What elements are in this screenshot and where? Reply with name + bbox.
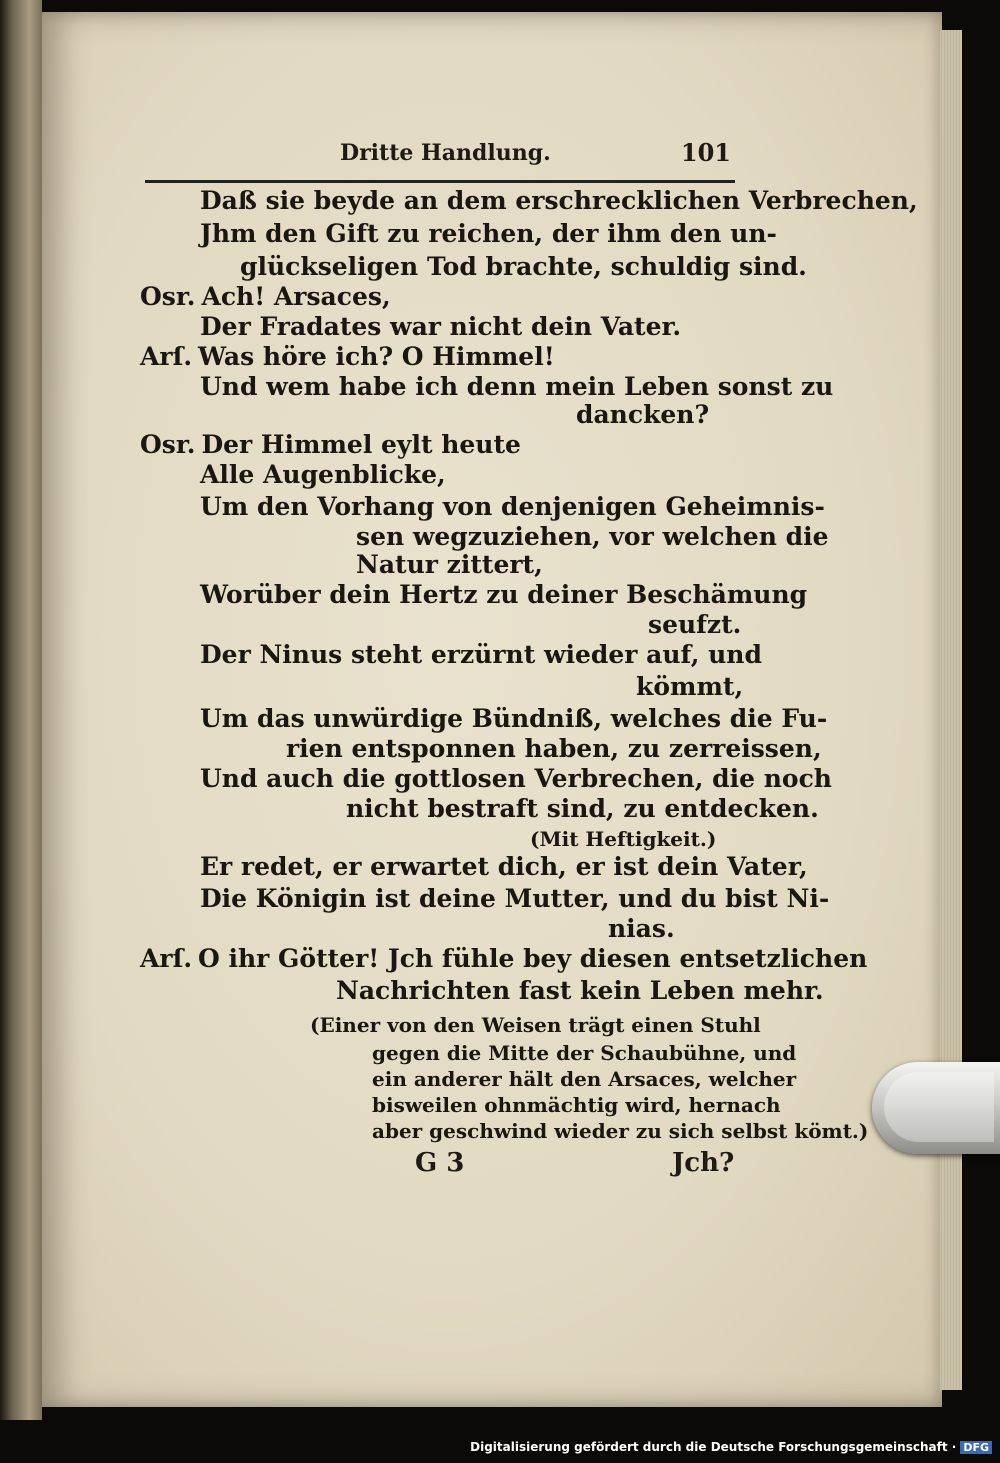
speaker-name: Osr.	[140, 430, 196, 459]
text-line: Nachrichten fast kein Leben mehr.	[336, 976, 824, 1005]
page-number: 101	[680, 138, 731, 167]
page-clip	[872, 1062, 1000, 1154]
speaker-name: Osr.	[140, 282, 196, 311]
text-line: Arſ. Was höre ich? O Himmel!	[140, 342, 555, 371]
text-line: Um den Vorhang von denjenigen Geheimnis-	[200, 492, 825, 521]
text-line: Der Ninus steht erzürnt wieder auf, und	[200, 640, 762, 669]
stage-direction: gegen die Mitte der Schaubühne, und	[372, 1041, 797, 1065]
text-line: nias.	[608, 914, 675, 943]
stage-direction: bisweilen ohnmächtig wird, hernach	[372, 1093, 781, 1117]
stage-direction: ein anderer hält den Arsaces, welcher	[372, 1067, 797, 1091]
text-line: Die Königin ist deine Mutter, und du bist Ni-	[200, 884, 830, 913]
text-line: Daß sie beyde an dem erschrecklichen Verbrechen,	[200, 186, 918, 215]
text-line: seufzt.	[648, 610, 742, 639]
text-line: Und wem habe ich denn mein Leben sonst zu	[200, 372, 834, 401]
speaker-name: Arſ.	[140, 342, 193, 371]
text-line: sen wegzuziehen, vor welchen die	[356, 522, 829, 551]
text-line: nicht bestraft sind, zu entdecken.	[346, 794, 819, 823]
text-line: Osr. Der Himmel eylt heute	[140, 430, 521, 459]
stage-direction: (Einer von den Weisen trägt einen Stuhl	[310, 1013, 761, 1037]
running-header	[145, 136, 735, 183]
text-line: Um das unwürdige Bündniß, welches die Fu-	[200, 704, 828, 733]
text-line: Osr. Ach! Arsaces,	[140, 282, 391, 311]
text-line: Jhm den Gift zu reichen, der ihm den un-	[200, 219, 777, 248]
facing-page-edge	[0, 0, 42, 1420]
text-line: Worüber dein Hertz zu deiner Beschämung	[200, 580, 808, 609]
stage-direction: (Mit Heftigkeit.)	[530, 827, 717, 851]
text-line: Er redet, er erwartet dich, er ist dein Vater,	[200, 852, 808, 881]
stage-direction: aber geschwind wieder zu sich selbst kömt.)	[372, 1119, 869, 1143]
text-line: Alle Augenblicke,	[200, 460, 446, 489]
signature-mark: G 3	[415, 1148, 465, 1178]
text-line: Der Fradates war nicht dein Vater.	[200, 312, 682, 341]
speaker-name: Arſ.	[140, 944, 193, 973]
text-line: glückseligen Tod brachte, schuldig sind.	[240, 252, 807, 281]
text-line: rien entsponnen haben, zu zerreissen,	[286, 734, 822, 763]
text-line: dancken?	[576, 400, 710, 429]
text-line: Natur zittert,	[356, 550, 543, 579]
digitization-credit	[470, 1440, 992, 1454]
text-line: Arſ. O ihr Götter! Jch fühle bey diesen entsetzlichen	[140, 944, 868, 973]
catchword: Jch?	[672, 1148, 735, 1178]
text-line: Und auch die gottlosen Verbrechen, die noch	[200, 764, 832, 793]
text-line: kömmt,	[636, 672, 744, 701]
header-title: Dritte Handlung.	[340, 140, 551, 166]
dfg-logo: DFG	[960, 1441, 992, 1454]
page-stack-edge	[940, 30, 962, 1390]
credit-text: Digitalisierung gefördert durch die Deutsche Forschungsgemeinschaft ·	[470, 1440, 957, 1454]
